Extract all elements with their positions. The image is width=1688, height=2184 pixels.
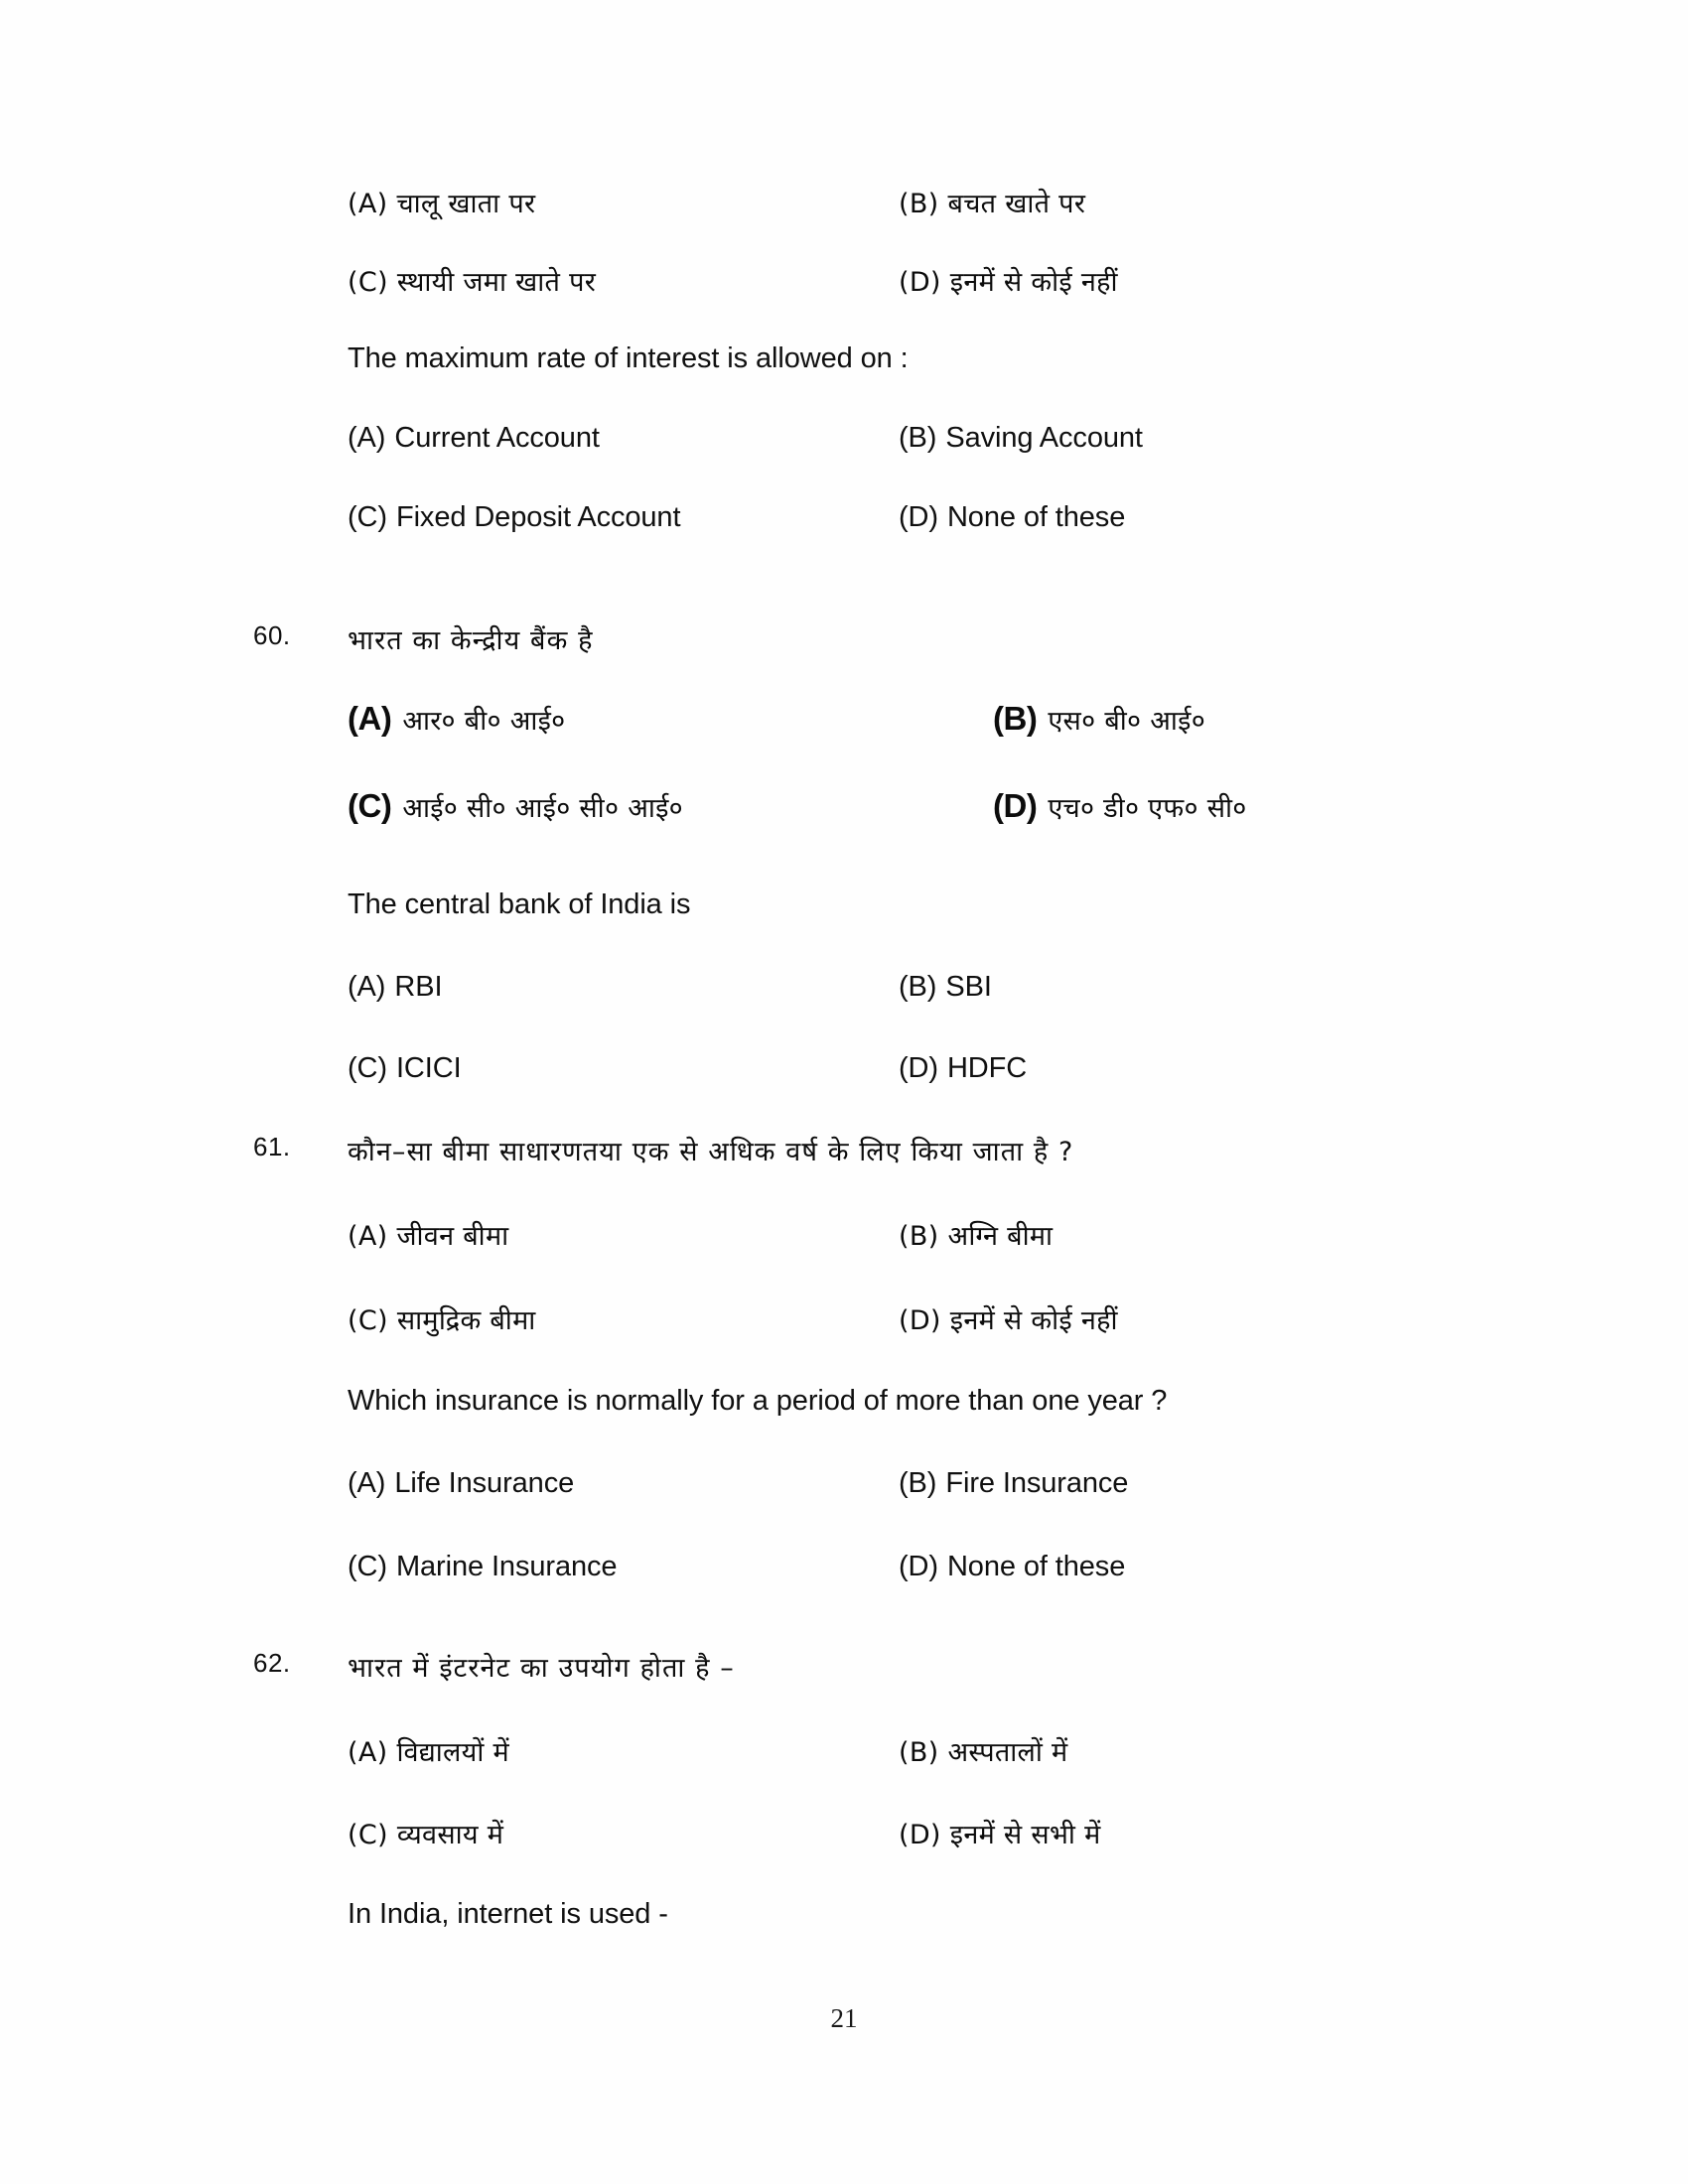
question-stem-english: The maximum rate of interest is allowed on :: [348, 342, 909, 374]
option-label: (D): [899, 1305, 941, 1336]
option-b[interactable]: [899, 184, 1085, 220]
option-b[interactable]: [993, 700, 1205, 738]
option-text: चालू खाता पर: [396, 189, 536, 219]
option-row: [0, 1052, 1688, 1112]
option-label: (C): [348, 1551, 387, 1582]
option-text: None of these: [946, 1551, 1126, 1582]
option-a[interactable]: [348, 971, 442, 1004]
option-label: (C): [348, 1305, 388, 1336]
question-number: 60.: [253, 620, 291, 650]
option-label: (B): [899, 1221, 939, 1252]
option-c[interactable]: [348, 787, 683, 825]
option-text: विद्यालयों में: [396, 1737, 509, 1768]
option-row: [0, 422, 1688, 481]
option-text: एच० डी० एफ० सी०: [1048, 793, 1247, 824]
question-stem-row: [0, 888, 1688, 948]
option-text: व्यवसाय में: [396, 1820, 504, 1850]
option-text: ICICI: [395, 1052, 462, 1084]
option-text: Fire Insurance: [945, 1467, 1129, 1499]
option-d[interactable]: [899, 1551, 1125, 1583]
option-a[interactable]: [348, 1732, 509, 1769]
option-a[interactable]: [348, 700, 566, 738]
question-stem-hindi: भारत में इंटरनेट का उपयोग होता है –: [348, 1653, 735, 1684]
option-text: जीवन बीमा: [396, 1221, 509, 1252]
option-row: [0, 971, 1688, 1030]
option-label: (C): [348, 787, 392, 824]
option-text: इनमें से कोई नहीं: [949, 267, 1118, 298]
option-row: [0, 1467, 1688, 1527]
option-text: Saving Account: [945, 422, 1143, 454]
option-label: (A): [348, 971, 386, 1003]
option-label: (D): [899, 1820, 941, 1850]
option-c[interactable]: [348, 1815, 503, 1851]
option-row: [0, 184, 1688, 243]
option-text: SBI: [945, 971, 992, 1003]
option-text: Current Account: [394, 422, 600, 454]
option-a[interactable]: [348, 1216, 508, 1253]
option-text: None of these: [946, 501, 1126, 533]
question-stem-row: [0, 1385, 1688, 1444]
option-label: (C): [348, 1820, 388, 1850]
question-stem-english: The central bank of India is: [348, 888, 691, 920]
option-c[interactable]: [348, 262, 596, 299]
option-b[interactable]: [899, 971, 992, 1004]
option-row: [0, 700, 1688, 759]
option-text: Marine Insurance: [395, 1551, 618, 1582]
option-label: (A): [348, 1737, 388, 1768]
option-c[interactable]: [348, 501, 680, 534]
option-label: (B): [899, 1737, 939, 1768]
option-label: (C): [348, 267, 388, 298]
question-stem-hindi: भारत का केन्द्रीय बैंक है: [348, 625, 594, 656]
option-label: (B): [899, 422, 937, 454]
option-text: इनमें से सभी में: [949, 1820, 1101, 1850]
option-d[interactable]: [899, 1300, 1118, 1337]
question-row: [0, 1132, 1688, 1191]
option-text: सामुद्रिक बीमा: [396, 1305, 536, 1336]
option-label: (A): [348, 1221, 388, 1252]
option-text: अग्नि बीमा: [947, 1221, 1054, 1252]
option-row: [0, 787, 1688, 847]
option-a[interactable]: [348, 184, 535, 220]
option-row: [0, 501, 1688, 561]
option-text: RBI: [394, 971, 443, 1003]
question-stem-hindi: कौन–सा बीमा साधारणतया एक से अधिक वर्ष के लिए किया जाता है ?: [348, 1137, 1074, 1167]
option-text: बचत खाते पर: [947, 189, 1086, 219]
question-row: [0, 1648, 1688, 1707]
option-label: (D): [993, 787, 1038, 824]
option-label: (D): [899, 501, 938, 533]
option-label: (C): [348, 501, 387, 533]
option-d[interactable]: [899, 501, 1125, 534]
option-label: (D): [899, 1551, 938, 1582]
question-row: [0, 620, 1688, 680]
question-number: 62.: [253, 1648, 291, 1678]
option-a[interactable]: [348, 1467, 574, 1500]
option-c[interactable]: [348, 1551, 617, 1583]
option-text: स्थायी जमा खाते पर: [396, 267, 597, 298]
question-number: 61.: [253, 1132, 291, 1161]
option-row: [0, 1732, 1688, 1792]
option-label: (A): [348, 700, 392, 737]
question-stem-english: In India, internet is used -: [348, 1898, 668, 1930]
option-a[interactable]: [348, 422, 600, 455]
option-c[interactable]: [348, 1300, 536, 1337]
option-row: [0, 1300, 1688, 1360]
option-b[interactable]: [899, 1732, 1067, 1769]
question-stem-row: [0, 342, 1688, 402]
option-text: इनमें से कोई नहीं: [949, 1305, 1118, 1336]
option-label: (D): [899, 1052, 938, 1084]
option-label: (B): [899, 971, 937, 1003]
question-stem-english: Which insurance is normally for a period of more than one year ?: [348, 1385, 1168, 1417]
option-text: Life Insurance: [394, 1467, 575, 1499]
option-text: Fixed Deposit Account: [395, 501, 681, 533]
option-label: (B): [993, 700, 1038, 737]
option-b[interactable]: [899, 1467, 1128, 1500]
option-text: HDFC: [946, 1052, 1028, 1084]
option-d[interactable]: [993, 787, 1247, 825]
option-c[interactable]: [348, 1052, 462, 1085]
option-label: (A): [348, 422, 386, 454]
option-b[interactable]: [899, 1216, 1053, 1253]
page-number: 21: [830, 2003, 858, 2033]
option-label: (A): [348, 189, 388, 219]
option-text: आई० सी० आई० सी० आई०: [402, 793, 683, 824]
option-d[interactable]: [899, 1815, 1101, 1851]
option-d[interactable]: [899, 262, 1118, 299]
option-label: (B): [899, 189, 939, 219]
option-label: (A): [348, 1467, 386, 1499]
option-label: (C): [348, 1052, 387, 1084]
option-row: [0, 1815, 1688, 1874]
option-row: [0, 1551, 1688, 1610]
question-stem-row: [0, 1898, 1688, 1958]
option-text: एस० बी० आई०: [1048, 706, 1206, 737]
option-b[interactable]: [899, 422, 1143, 455]
option-label: (D): [899, 267, 941, 298]
option-d[interactable]: [899, 1052, 1027, 1085]
option-row: [0, 1216, 1688, 1276]
option-text: अस्पतालों में: [947, 1737, 1068, 1768]
option-label: (B): [899, 1467, 937, 1499]
option-text: आर० बी० आई०: [402, 706, 566, 737]
option-row: [0, 262, 1688, 322]
